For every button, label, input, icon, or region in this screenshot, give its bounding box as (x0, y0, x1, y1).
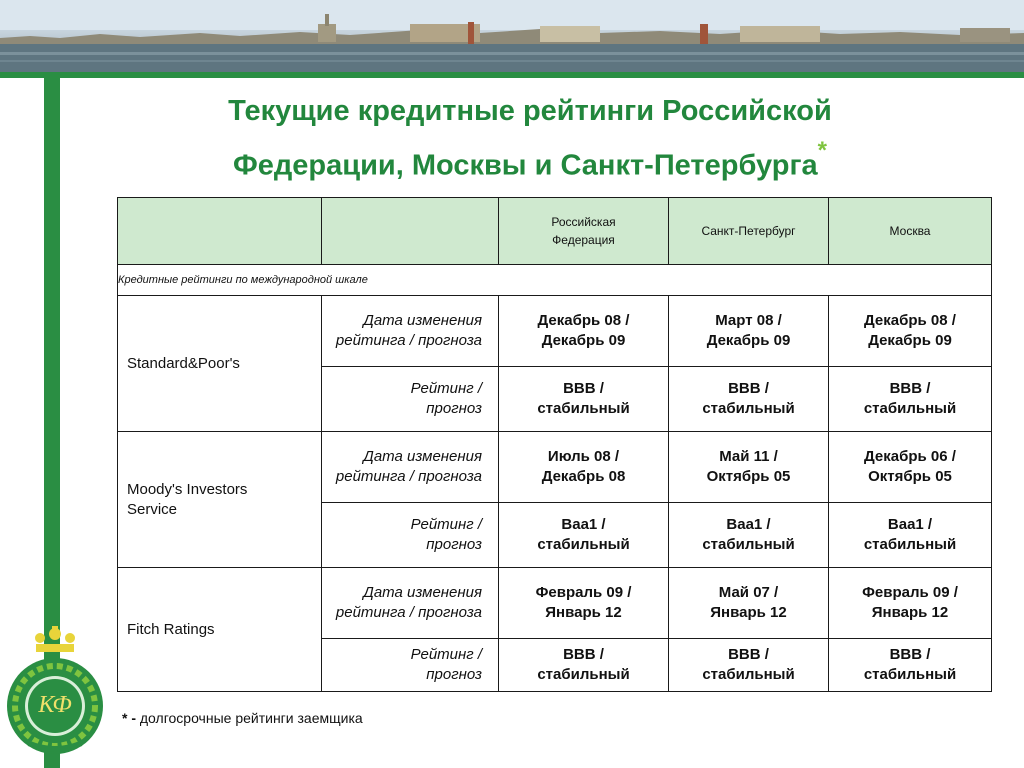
city-panorama-image (0, 0, 1024, 72)
banner-divider (0, 72, 1024, 78)
value-cell: BBB / стабильный (499, 367, 669, 432)
title-line-1: Текущие кредитные рейтинги Российской (228, 95, 832, 127)
title-line-2-text: Федерации, Москвы и Санкт-Петербурга (232, 149, 818, 182)
value-cell: BBB / стабильный (669, 639, 829, 692)
metric-label: Дата изменения рейтинга / прогноза (322, 432, 499, 503)
metric-label: Рейтинг / прогноз (322, 367, 499, 432)
footnote-text: долгосрочные рейтинги заемщика (136, 710, 363, 726)
value-cell: Baa1 / стабильный (829, 503, 992, 568)
value-cell: BBB / стабильный (669, 367, 829, 432)
table-row (118, 296, 992, 367)
page-title (150, 88, 910, 189)
value-cell: Baa1 / стабильный (669, 503, 829, 568)
value-cell: BBB / стабильный (829, 367, 992, 432)
value-cell: Май 07 / Январь 12 (669, 568, 829, 639)
metric-label: Рейтинг / прогноз (322, 503, 499, 568)
value-cell: Февраль 09 / Январь 12 (829, 568, 992, 639)
header-moscow: Москва (829, 198, 992, 265)
value-cell: Июль 08 / Декабрь 08 (499, 432, 669, 503)
value-cell: Baa1 /стабильный (499, 503, 669, 568)
header-cell-empty-2 (322, 198, 499, 265)
value-cell: Февраль 09 /Январь 12 (499, 568, 669, 639)
metric-label: Дата изменения рейтинга / прогноза (322, 296, 499, 367)
table-row (118, 568, 992, 639)
value-cell: BBB / стабильный (499, 639, 669, 692)
value-cell: Декабрь 08 / Декабрь 09 (829, 296, 992, 367)
metric-label: Дата изменения рейтинга / прогноза (322, 568, 499, 639)
value-cell: Май 11 / Октябрь 05 (669, 432, 829, 503)
title-line-2 (150, 134, 910, 189)
header-saint-petersburg: Санкт-Петербург (669, 198, 829, 265)
table-row (118, 432, 992, 503)
city-panorama-banner (0, 0, 1024, 72)
emblem-letters: КФ (38, 692, 72, 718)
value-cell: Декабрь 08 / Декабрь 09 (499, 296, 669, 367)
section-row (118, 265, 992, 296)
metric-label: Рейтинг / прогноз (322, 639, 499, 692)
agency-name-sp: Standard&Poor's (118, 296, 322, 432)
footnote (122, 710, 363, 726)
header-cell-empty-1 (118, 198, 322, 265)
ratings-table (117, 197, 992, 692)
value-cell: Декабрь 06 / Октябрь 05 (829, 432, 992, 503)
title-footnote-marker: * (817, 137, 828, 164)
section-label: Кредитные рейтинги по международной шкале (118, 265, 992, 296)
value-cell: BBB / стабильный (829, 639, 992, 692)
footnote-marker: * - (122, 710, 136, 726)
value-cell: Март 08 / Декабрь 09 (669, 296, 829, 367)
agency-name-fitch: Fitch Ratings (118, 568, 322, 692)
table-header-row (118, 198, 992, 265)
agency-name-moodys: Moody's Investors Service (118, 432, 322, 568)
crown-wreath-emblem-icon (2, 626, 108, 756)
header-russian-federation: Российская Федерация (499, 198, 669, 265)
